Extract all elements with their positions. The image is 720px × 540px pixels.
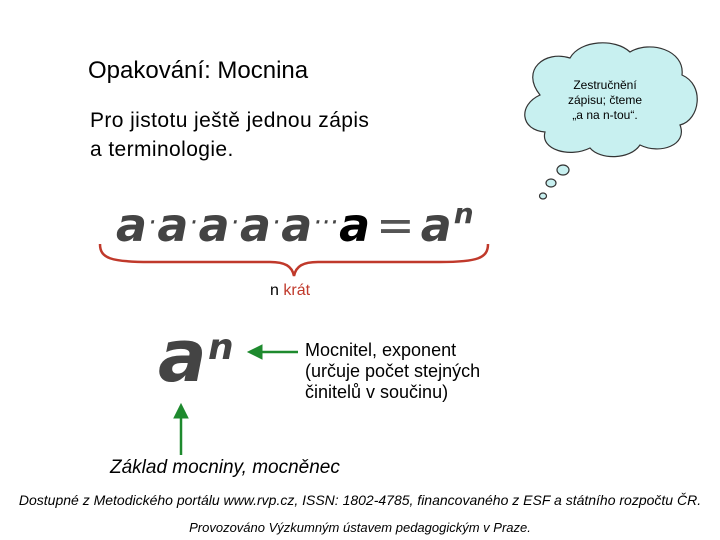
footer-operator: Provozováno Výzkumným ústavem pedagogickým v Praze. — [189, 520, 531, 535]
multiplication-dot: · — [189, 208, 198, 238]
factor-a: a — [116, 198, 148, 252]
multiplication-dot: · — [148, 208, 157, 238]
base-label: Základ mocniny, mocněnec — [110, 457, 340, 478]
exponent-arrow — [248, 345, 298, 359]
exponent-label — [305, 340, 480, 403]
cloud-line: Zestručnění — [573, 78, 637, 92]
diagram-base: a — [158, 314, 207, 398]
subtitle-line: Pro jistotu ještě jednou zápis — [90, 109, 370, 132]
factor-a: a — [239, 198, 271, 252]
factor-a: a — [198, 198, 230, 252]
brace-label — [270, 282, 310, 300]
brace-label-n: n — [270, 282, 279, 299]
cloud-bubble — [540, 193, 547, 199]
multiplication-dot: · — [230, 208, 239, 238]
exponent-label-line: činitelů v součinu) — [305, 382, 449, 402]
brace-label-krat: krát — [283, 282, 311, 299]
equals-sign: = — [376, 198, 415, 252]
slide-title: Opakování: Mocnina — [88, 57, 309, 84]
cloud-bubble — [557, 165, 569, 175]
factor-a: a — [157, 198, 189, 252]
base-arrow — [174, 404, 188, 455]
cloud-bubble — [546, 179, 556, 187]
cloud-line: „a na n-tou“. — [572, 108, 638, 122]
exponent-label-line: (určuje počet stejných — [305, 361, 481, 381]
thought-cloud-text — [550, 78, 660, 123]
multiplication-dot: · — [271, 208, 281, 238]
power-base: a — [420, 198, 452, 252]
power-formula — [116, 198, 474, 252]
subtitle-line: a terminologie. — [90, 138, 234, 161]
exponent-label-line: Mocnitel, exponent — [305, 340, 457, 360]
footer-source: Dostupné z Metodického portálu www.rvp.cz, ISSN: 1802-4785, financovaného z ESF a státního rozpočtu ČR. — [18, 492, 702, 508]
cloud-line: zápisu; čteme — [567, 93, 643, 107]
diagram-exponent: n — [208, 327, 234, 368]
factor-a: a — [339, 198, 371, 252]
ellipsis: ··· — [313, 208, 339, 238]
factor-a: a — [281, 198, 313, 252]
power-exponent: n — [453, 197, 474, 230]
